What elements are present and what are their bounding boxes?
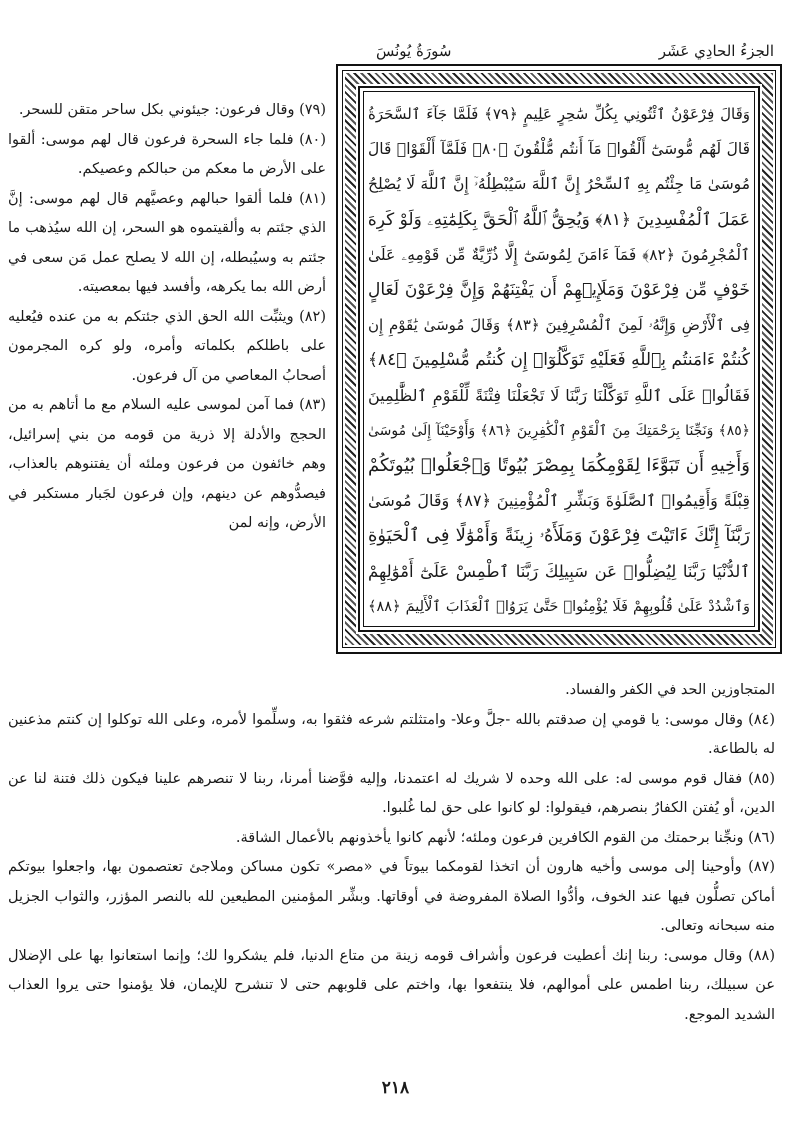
commentary-paragraph: المتجاوزين الحد في الكفر والفساد. [565, 682, 775, 698]
verse-line: وَٱشْدُدْ عَلَىٰ قُلُوبِهِمْ فَلَا يُؤْمِنُوا۟ حَتَّىٰ يَرَوُا۟ ٱلْعَذَابَ ٱلْأَلِيمَ ﴿٨٨﴾ [368, 598, 750, 615]
verse-line: مُوسَىٰ مَا جِئْتُم بِهِ ٱلسِّحْرُ إِنَّ ٱللَّهَ سَيُبْطِلُهُۥٓ إِنَّ ٱللَّهَ لَا يُصْلِحُ [368, 175, 750, 194]
page-number: ٢١٨ [381, 1078, 410, 1098]
juz-title: الجزءُ الحادِي عَشَر [658, 42, 774, 60]
verse-line: ﴿٨٥﴾ وَنَجِّنَا بِرَحْمَتِكَ مِنَ ٱلْقَوْمِ ٱلْكَٰفِرِينَ ﴿٨٦﴾ وَأَوْحَيْنَآ إِلَىٰ مُوسَىٰ [368, 422, 750, 439]
commentary-paragraph: (٨٦) ونجِّنا برحمتك من القوم الكافرين فرعون وملئه؛ لأنهم كانوا يأخذونهم بالأعمال الشاقة. [235, 829, 775, 846]
commentary-paragraph: (٨٣) فما آمن لموسى عليه السلام مع ما أتاهم به من الحجج والأدلة إلا ذرية من قومه من بني إسرائيل، وهم خائفون من فرعون وملئه أن يفتنوهم بالعذاب، فيصدُّوهم عن دينهم، وإن فرعون لجَبار مستكبر في الأرض، وإنه لمن [8, 397, 326, 531]
verse-line: وَأَخِيهِ أَن تَبَوَّءَا لِقَوْمِكُمَا بِمِصْرَ بُيُوتًا وَٱجْعَلُوا۟ بُيُوتَكُمْ [368, 455, 750, 477]
verse-line: رَبَّنَآ إِنَّكَ ءَاتَيْتَ فِرْعَوْنَ وَمَلَأَهُۥ زِينَةً وَأَمْوَٰلًا فِى ٱلْحَيَوٰةِ [368, 525, 750, 547]
verse-line: كُنتُمْ ءَامَنتُم بِٱللَّهِ فَعَلَيْهِ تَوَكَّلُوٓا۟ إِن كُنتُم مُّسْلِمِينَ ﴿٨٤﴾ [368, 350, 750, 371]
commentary-paragraph: (٨٧) وأوحينا إلى موسى وأخيه هارون أن اتخذا لقومكما بيوتاً في «مصر» تكون مساكن وملاجئ تعتصمون بها، واجعلوا بيوتكم أماكن تصلُّون فيها عند الخوف، وأدُّوا الصلاة المفروضة في أوقاتها. وبشِّر المؤمنين المطيعين لله بالنصر المؤزر، والثواب الجزيل منه سبحانه وتعالى. [8, 859, 775, 934]
verse-line: ٱلدُّنْيَا رَبَّنَا لِيُضِلُّوا۟ عَن سَبِيلِكَ رَبَّنَا ٱطْمِسْ عَلَىٰٓ أَمْوَٰلِهِمْ [368, 561, 750, 581]
verse-line: قَالَ لَهُم مُّوسَىٰٓ أَلْقُوا۟ مَآ أَنتُم مُّلْقُونَ ﴿٨٠﴾ فَلَمَّآ أَلْقَوْا۟ قَالَ [368, 140, 750, 159]
verse-line: عَمَلَ ٱلْمُفْسِدِينَ ﴿٨١﴾ وَيُحِقُّ ٱللَّهُ ٱلْحَقَّ بِكَلِمَٰتِهِۦ وَلَوْ كَرِهَ [368, 209, 750, 230]
verse-line: ٱلْمُجْرِمُونَ ﴿٨٢﴾ فَمَآ ءَامَنَ لِمُوسَىٰٓ إِلَّا ذُرِّيَّةٌ مِّن قَوْمِهِۦ عَلَىٰ [368, 245, 750, 264]
verse-line: خَوْفٍ مِّن فِرْعَوْنَ وَمَلَإِي۟هِمْ أَن يَفْتِنَهُمْ وَإِنَّ فِرْعَوْنَ لَعَالٍ [368, 280, 750, 301]
commentary-full-width [8, 676, 775, 1030]
commentary-paragraph: (٨٠) فلما جاء السحرة فرعون قال لهم موسى: ألقوا على الأرض ما معكم من حبالكم وعصيكم. [8, 131, 326, 177]
commentary-paragraph: (٧٩) وقال فرعون: جيئوني بكل ساحر متقن للسحر. [18, 102, 326, 118]
commentary-side-column [8, 96, 326, 539]
page-header [338, 42, 784, 62]
verse-line: فَقَالُوا۟ عَلَى ٱللَّهِ تَوَكَّلْنَا رَبَّنَا لَا تَجْعَلْنَا فِتْنَةً لِّلْقَوْمِ ٱلظَّٰلِمِينَ [368, 385, 750, 405]
commentary-paragraph: (٨٢) ويثبِّت الله الحق الذي جئتكم به من عنده فيُعليه على باطلكم بكلماته وأمره، ولو كره المجرمون أصحابُ المعاصي من آل فرعون. [8, 308, 326, 384]
verses-block [368, 96, 750, 624]
verse-line: وَقَالَ فِرْعَوْنُ ٱئْتُونِي بِكُلِّ سَٰحِرٍ عَلِيمٍ ﴿٧٩﴾ فَلَمَّا جَآءَ ٱلسَّحَرَةُ [368, 105, 750, 123]
verse-line: قِبْلَةً وَأَقِيمُوا۟ ٱلصَّلَوٰةَ وَبَشِّرِ ٱلْمُؤْمِنِينَ ﴿٨٧﴾ وَقَالَ مُوسَىٰ [368, 491, 750, 511]
verse-line: فِى ٱلْأَرْضِ وَإِنَّهُۥ لَمِنَ ٱلْمُسْرِفِينَ ﴿٨٣﴾ وَقَالَ مُوسَىٰ يَٰقَوْمِ إِن [368, 316, 750, 335]
commentary-paragraph: (٨٨) وقال موسى: ربنا إنك أعطيت فرعون وأشراف قومه زينة من متاع الدنيا، فلم يشكروا لك؛ وإنما استعانوا بها على الإضلال عن سبيلك، ربنا اطمس على أموالهم، فلا ينتفعوا بها، واختم على قلوبهم حتى لا تنشرح للإيمان، فلا يؤمنوا حتى يروا العذاب الشديد الموجع. [8, 947, 775, 1023]
commentary-paragraph: (٨١) فلما ألقوا حبالهم وعصيَّهم قال لهم موسى: إنَّ الذي جئتم به وألقيتموه هو السحر، إن الله سيُذهب ما جئتم به وسيُبطله، إن الله لا يصلح عمل مَن سعى في أرض الله بما يكرهه، وأفسد فيها بمعصيته. [8, 190, 326, 295]
surah-title: سُورَةُ يُونُسَ [376, 42, 452, 60]
commentary-paragraph: (٨٥) فقال قوم موسى له: على الله وحده لا شريك له اعتمدنا، وإليه فوَّضنا أمرنا، ربنا لا تنصرهم علينا فيكون ذلك فتنة لنا عن الدين، أو يُفتن الكفارُ بنصرهم، فيقولوا: لو كانوا على حق لما غُلبوا. [8, 770, 775, 816]
commentary-paragraph: (٨٤) وقال موسى: يا قومي إن صدقتم بالله -جلَّ وعلا- وامتثلتم شرعه فثقوا به، وسلِّموا لأمره، وعلى الله توكلوا إن كنتم مذعنين له بالطاعة. [8, 711, 775, 757]
quran-text-frame [336, 64, 782, 654]
